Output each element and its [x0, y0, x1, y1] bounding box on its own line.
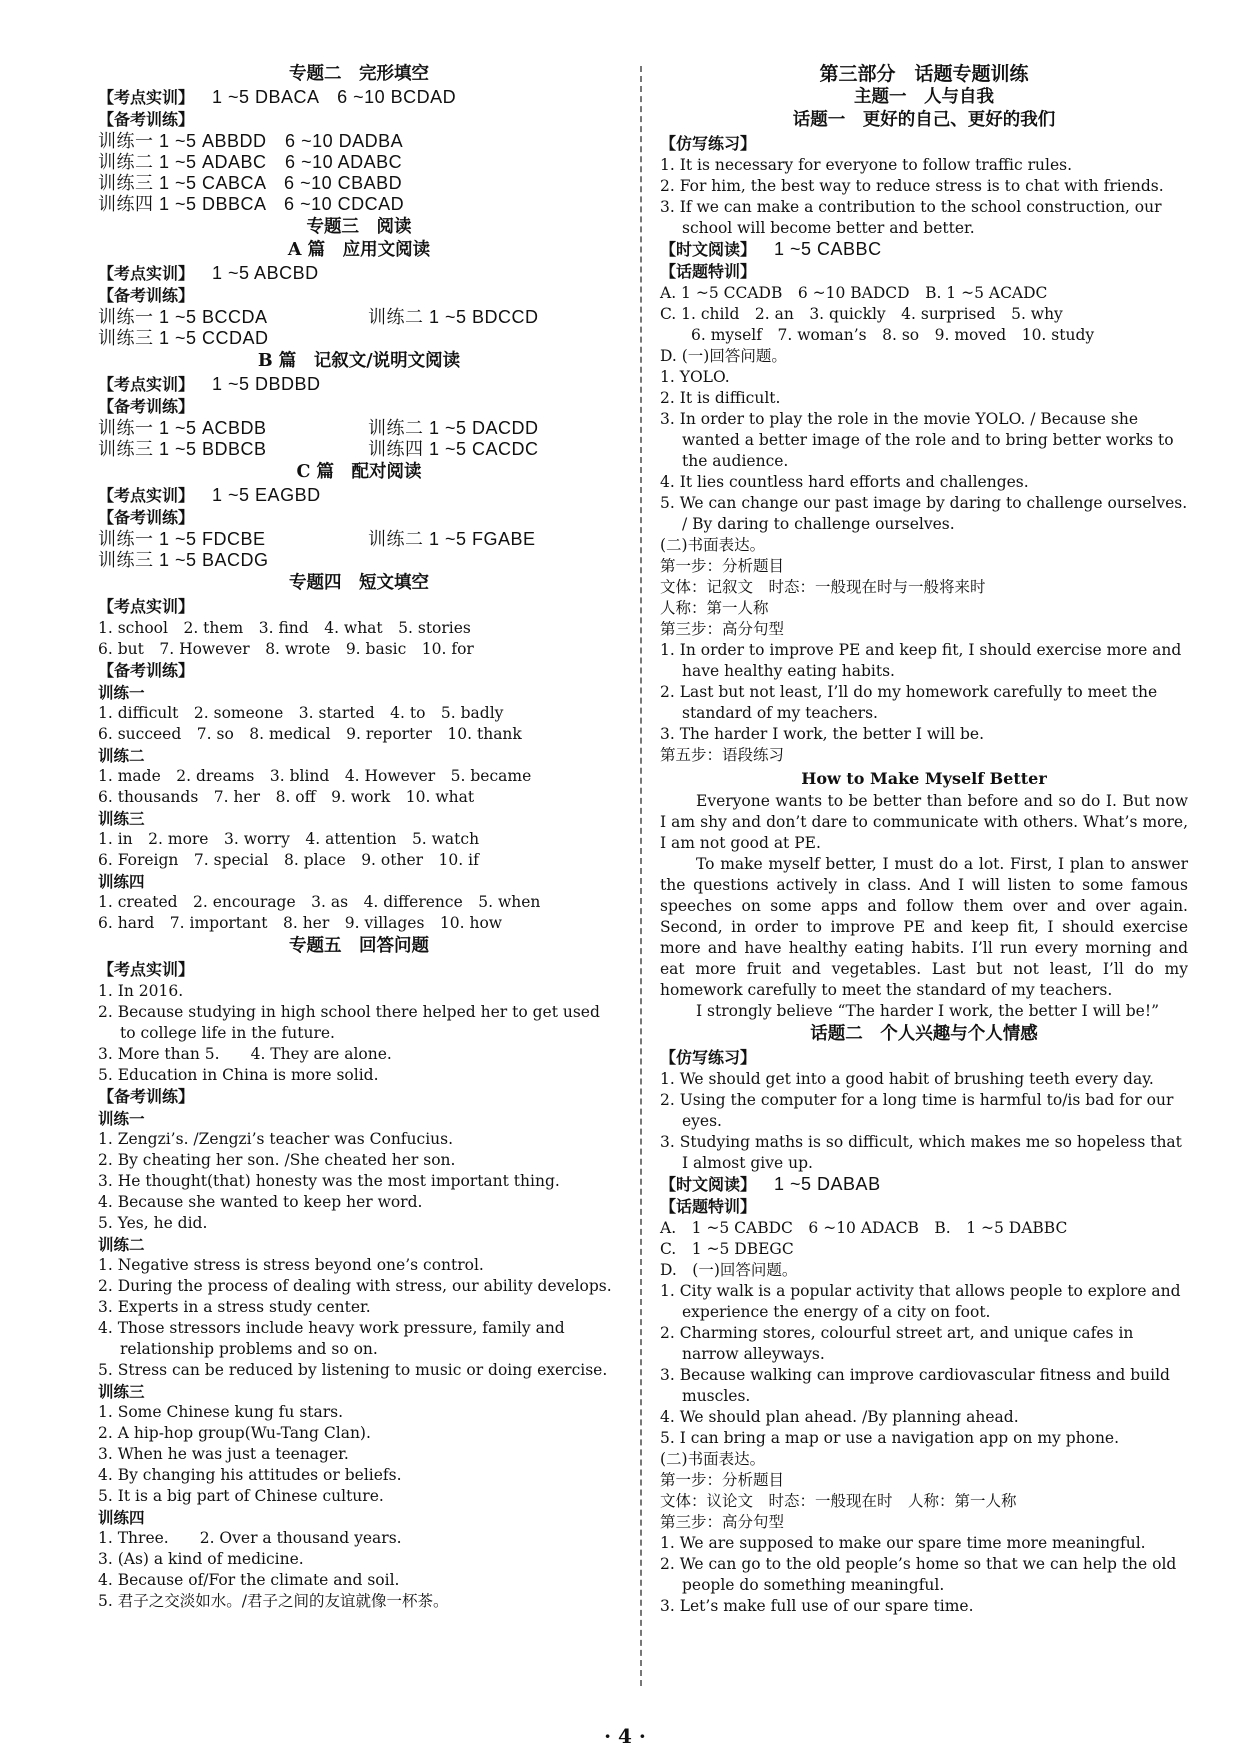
topic4-line: 1. made 2. dreams 3. blind 4. However 5. became	[98, 767, 532, 785]
topic4-line: 1. created 2. encourage 3. as 4. difference 5. when	[98, 893, 541, 911]
t1-qa-item: 1. YOLO.	[660, 368, 730, 386]
partB-row: 训练三 1 ~5 BDBCB	[98, 439, 267, 459]
bk-label: 【备考训练】	[98, 661, 195, 680]
sw-label: 【时文阅读】	[660, 1175, 757, 1194]
topic4-line: 6. succeed 7. so 8. medical 9. reporter 10. thank	[98, 725, 522, 743]
t2-writing-line: 第一步：分析题目	[660, 1471, 785, 1489]
topic4-kd-line: 1. school 2. them 3. find 4. what 5. stories	[98, 619, 471, 637]
partC-kd: 1 ~5 EAGBD	[212, 485, 321, 505]
t1-fx-item: 2. For him, the best way to reduce stress is to chat with friends.	[660, 177, 1164, 195]
bk-label: 【备考训练】	[98, 397, 195, 416]
topic5-item: 3. When he was just a teenager.	[98, 1445, 349, 1463]
kd-label: 【考点实训】	[98, 264, 195, 283]
topic5-item: 4. Because of/For the climate and soil.	[98, 1571, 400, 1589]
essay-paragraph: I strongly believe “The harder I work, the better I will be!”	[696, 1002, 1160, 1020]
partC-row: 训练二 1 ~5 FGABE	[368, 529, 536, 549]
t1-writing-line: 文体：记叙文 时态：一般现在时与一般将来时	[660, 578, 986, 596]
t1-fx-item: 1. It is necessary for everyone to follow traffic rules.	[660, 156, 1073, 174]
topic5-item: 5. Yes, he did.	[98, 1214, 208, 1232]
t2-sw-answers: 1 ~5 DABAB	[774, 1174, 881, 1194]
partA-row: 训练三 1 ~5 CCDAD	[98, 328, 269, 348]
t2-writing-line: (二)书面表达。	[660, 1450, 766, 1468]
t2-writing-line: 第三步：高分句型	[660, 1513, 785, 1531]
partB-title: B 篇 记叙文/说明文阅读	[257, 351, 461, 371]
topic4-line: 6. hard 7. important 8. her 9. villages 10. how	[98, 914, 503, 932]
topic2-row: 训练一 1 ~5 ABBDD 6 ~10 DADBA	[98, 131, 404, 151]
partB-row: 训练二 1 ~5 DACDD	[368, 418, 539, 438]
t2-fx-item: 2. Using the computer for a long time is harmful to/is bad for our eyes.	[660, 1091, 1174, 1130]
t2-ht-line: A. 1 ~5 CABDC 6 ~10 ADACB B. 1 ~5 DABBC	[660, 1219, 1068, 1237]
kd-label: 【考点实训】	[98, 960, 195, 979]
t1-qa-item: 4. It lies countless hard efforts and challenges.	[660, 473, 1029, 491]
training-label: 训练二	[98, 1235, 145, 1254]
topic2-row: 训练二 1 ~5 ADABC 6 ~10 ADABC	[98, 152, 403, 172]
part3-title: 第三部分 话题专题训练	[819, 63, 1029, 85]
essay-title: How to Make Myself Better	[801, 769, 1047, 788]
t1-qa-item: 2. It is difficult.	[660, 389, 781, 407]
bk-label: 【备考训练】	[98, 1087, 195, 1106]
bk-label: 【备考训练】	[98, 110, 195, 129]
topic5-item: 3. Experts in a stress study center.	[98, 1298, 371, 1316]
topic5-item: 1. Negative stress is stress beyond one’s control.	[98, 1256, 484, 1274]
partC-row: 训练三 1 ~5 BACDG	[98, 550, 269, 570]
training-label: 训练三	[98, 809, 145, 828]
t1-ht-line: C. 1. child 2. an 3. quickly 4. surprised 5. why	[660, 305, 1063, 323]
theme-title: 主题一 人与自我	[854, 87, 994, 107]
partA-row: 训练二 1 ~5 BDCCD	[368, 307, 539, 327]
t2-fx-item: 1. We should get into a good habit of brushing teeth every day.	[660, 1070, 1154, 1088]
topic2-right-title: 话题二 个人兴趣与个人情感	[810, 1024, 1038, 1044]
sw-label: 【时文阅读】	[660, 240, 757, 259]
t2-qa-item: 3. Because walking can improve cardiovascular fitness and build muscles.	[660, 1366, 1170, 1405]
t2-qa-item: 2. Charming stores, colourful street art, and unique cafes in narrow alleyways.	[660, 1324, 1134, 1363]
topic5-item: 3. (As) a kind of medicine.	[98, 1550, 304, 1568]
topic5-item: 1. Three. 2. Over a thousand years.	[98, 1529, 402, 1547]
bk-label: 【备考训练】	[98, 286, 195, 305]
essay-paragraph: To make myself better, I must do a lot. First, I plan to answer the questions actively in class. And I will listen to some famous speeches on some apps and follow them over and over again. Second, in order to improve PE and keep fit, I should exercise more and have healthy eating habits. I’ll run every morning and eat more fruit and vegetables. Last but not least, I’ll do my homework carefully to meet the standard of my teachers.	[660, 855, 1188, 999]
topic5-item: 4. Because she wanted to keep her word.	[98, 1193, 423, 1211]
topic5-item: 3. He thought(that) honesty was the most important thing.	[98, 1172, 560, 1190]
fx-label: 【仿写练习】	[660, 134, 757, 153]
topic4-line: 1. difficult 2. someone 3. started 4. to 5. badly	[98, 704, 504, 722]
topic5-title: 专题五 回答问题	[289, 936, 429, 956]
t1-writing-line: 人称：第一人称	[660, 599, 769, 617]
kd-label: 【考点实训】	[98, 486, 195, 505]
topic5-item: 2. A hip-hop group(Wu-Tang Clan).	[98, 1424, 371, 1442]
t2-sentence: 2. We can go to the old people’s home so that we can help the old people do something meaningful.	[660, 1555, 1177, 1594]
topic4-line: 6. Foreign 7. special 8. place 9. other 10. if	[98, 851, 479, 869]
ht-label: 【话题特训】	[660, 262, 757, 281]
kd-label: 【考点实训】	[98, 88, 195, 107]
topic5-item: 4. By changing his attitudes or beliefs.	[98, 1466, 402, 1484]
t1-sentence: 3. The harder I work, the better I will be.	[660, 725, 985, 743]
partB-row: 训练一 1 ~5 ACBDB	[98, 418, 267, 438]
t2-qa-item: 1. City walk is a popular activity that allows people to explore and experience the energy of a city on foot.	[660, 1282, 1181, 1321]
topic5-item: 1. Zengzi’s. /Zengzi’s teacher was Confucius.	[98, 1130, 454, 1148]
topic5-item: 2. By cheating her son. /She cheated her son.	[98, 1151, 456, 1169]
training-label: 训练三	[98, 1382, 145, 1401]
t1-qa-item: 5. We can change our past image by daring to challenge ourselves. / By daring to challenge ourselves.	[660, 494, 1188, 533]
column-divider	[640, 66, 642, 1686]
training-label: 训练四	[98, 1508, 145, 1527]
t2-qa-item: 4. We should plan ahead. /By planning ahead.	[660, 1408, 1019, 1426]
t1-ht-line: 6. myself 7. woman’s 8. so 9. moved 10. study	[660, 326, 1095, 344]
topic3-title: 专题三 阅读	[306, 217, 412, 237]
kd-label: 【考点实训】	[98, 597, 195, 616]
bk-label: 【备考训练】	[98, 508, 195, 527]
topic5-item: 5. It is a big part of Chinese culture.	[98, 1487, 384, 1505]
t1-sw-answers: 1 ~5 CABBC	[774, 239, 882, 259]
kd-label: 【考点实训】	[98, 375, 195, 394]
ht-label: 【话题特训】	[660, 1197, 757, 1216]
topic4-kd-line: 6. but 7. However 8. wrote 9. basic 10. for	[98, 640, 474, 658]
topic5-item: 2. Because studying in high school there helped her to get used to college life in the future.	[98, 1003, 600, 1042]
topic2-row: 训练三 1 ~5 CABCA 6 ~10 CBABD	[98, 173, 403, 193]
partA-title: A 篇 应用文阅读	[287, 240, 431, 260]
t1-sentence: 1. In order to improve PE and keep fit, I should exercise more and have healthy eating habits.	[660, 641, 1182, 680]
t1-step5: 第五步：语段练习	[660, 746, 785, 764]
page-number: · 4 ·	[604, 1724, 646, 1748]
topic2-kd-answers: 1 ~5 DBACA 6 ~10 BCDAD	[212, 87, 457, 107]
t1-ht-line: A. 1 ~5 CCADB 6 ~10 BADCD B. 1 ~5 ACADC	[660, 284, 1048, 302]
topic5-item: 1. Some Chinese kung fu stars.	[98, 1403, 344, 1421]
t1-qa-item: 3. In order to play the role in the movie YOLO. / Because she wanted a better image of the role and to bring better works to the audience.	[660, 410, 1174, 470]
partB-kd: 1 ~5 DBDBD	[212, 374, 321, 394]
topic5-item: 4. Those stressors include heavy work pressure, family and relationship problems and so on.	[98, 1319, 565, 1358]
topic5-item: 1. In 2016.	[98, 982, 184, 1000]
topic5-item: 5. 君子之交淡如水。/君子之间的友谊就像一杯茶。	[98, 1592, 449, 1610]
topic2-row: 训练四 1 ~5 DBBCA 6 ~10 CDCAD	[98, 194, 405, 214]
t1-writing-line: 第三步：高分句型	[660, 620, 785, 638]
t2-writing-line: 文体：议论文 时态：一般现在时 人称：第一人称	[660, 1492, 1017, 1510]
t2-ht-line: C. 1 ~5 DBEGC	[660, 1240, 794, 1258]
left-column	[98, 62, 620, 1612]
topic4-title: 专题四 短文填空	[289, 573, 429, 593]
fx-label: 【仿写练习】	[660, 1048, 757, 1067]
t1-fx-item: 3. If we can make a contribution to the school construction, our school will become better and better.	[660, 198, 1162, 237]
t1-writing-line: 第一步：分析题目	[660, 557, 785, 575]
t2-qa-item: 5. I can bring a map or use a navigation app on my phone.	[660, 1429, 1120, 1447]
topic5-item: 5. Stress can be reduced by listening to music or doing exercise.	[98, 1361, 608, 1379]
topic5-item: 2. During the process of dealing with stress, our ability develops.	[98, 1277, 612, 1295]
partB-row: 训练四 1 ~5 CACDC	[368, 439, 539, 459]
training-label: 训练四	[98, 872, 145, 891]
t2-ht-line: D. (一)回答问题。	[660, 1261, 798, 1279]
topic2-title: 专题二 完形填空	[289, 64, 429, 84]
topic1-title: 话题一 更好的自己、更好的我们	[792, 110, 1056, 130]
topic4-line: 6. thousands 7. her 8. off 9. work 10. what	[98, 788, 475, 806]
essay-paragraph: Everyone wants to be better than before and so do I. But now I am shy and don’t dare to communicate with others. What’s more, I am not good at PE.	[660, 792, 1188, 852]
t2-sentence: 3. Let’s make full use of our spare time.	[660, 1597, 974, 1615]
topic5-item: 5. Education in China is more solid.	[98, 1066, 379, 1084]
training-label: 训练二	[98, 746, 145, 765]
t1-ht-line: D. (一)回答问题。	[660, 347, 787, 365]
t1-writing-line: (二)书面表达。	[660, 536, 766, 554]
topic5-item: 3. More than 5. 4. They are alone.	[98, 1045, 392, 1063]
t2-sentence: 1. We are supposed to make our spare time more meaningful.	[660, 1534, 1146, 1552]
training-label: 训练一	[98, 683, 145, 702]
partC-row: 训练一 1 ~5 FDCBE	[98, 529, 266, 549]
topic4-line: 1. in 2. more 3. worry 4. attention 5. watch	[98, 830, 480, 848]
partC-title: C 篇 配对阅读	[296, 462, 422, 482]
training-label: 训练一	[98, 1109, 145, 1128]
t2-fx-item: 3. Studying maths is so difficult, which makes me so hopeless that I almost give up.	[660, 1133, 1182, 1172]
t1-sentence: 2. Last but not least, I’ll do my homework carefully to meet the standard of my teachers.	[660, 683, 1158, 722]
partA-row: 训练一 1 ~5 BCCDA	[98, 307, 268, 327]
partA-kd: 1 ~5 ABCBD	[212, 263, 319, 283]
right-column	[660, 62, 1188, 1617]
